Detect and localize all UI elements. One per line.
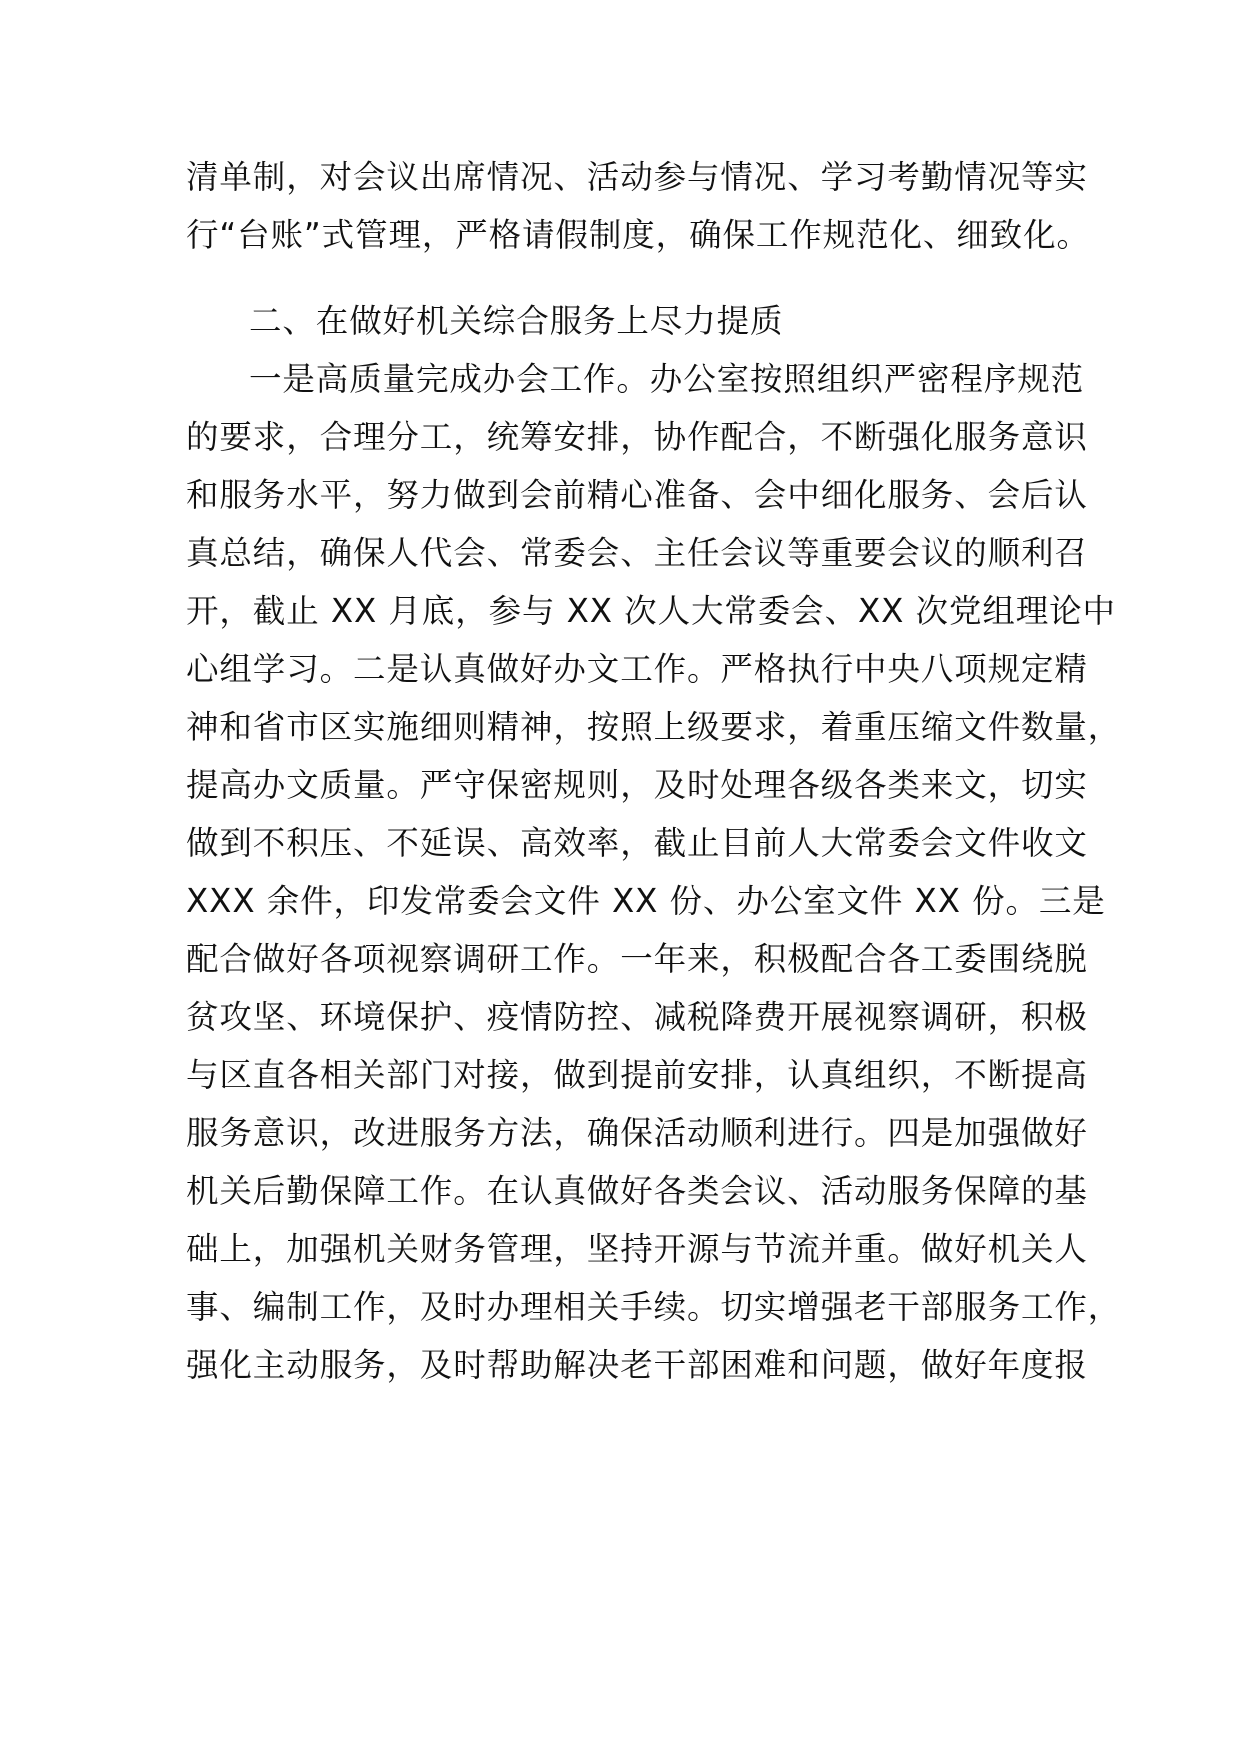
body-text-line: 强化主动服务，及时帮助解决老干部困难和问题，做好年度报 bbox=[186, 1346, 1088, 1384]
body-text-line: 神和省市区实施细则精神，按照上级要求，着重压缩文件数量， bbox=[186, 708, 1122, 746]
body-text-line: 提高办文质量。严守保密规则，及时处理各级各类来文，切实 bbox=[186, 766, 1088, 804]
paragraph-first-line: 一是高质量完成办会工作。办公室按照组织严密程序规范 bbox=[249, 360, 1085, 398]
body-text-line: XXX 余件，印发常委会文件 XX 份、办公室文件 XX 份。三是 bbox=[186, 882, 1106, 920]
body-text-line: 与区直各相关部门对接，做到提前安排，认真组织，不断提高 bbox=[186, 1056, 1088, 1094]
body-text-line: 真总结，确保人代会、常委会、主任会议等重要会议的顺利召 bbox=[186, 534, 1088, 572]
body-text-line: 行“台账”式管理，严格请假制度，确保工作规范化、细致化。 bbox=[186, 216, 1090, 254]
body-text-line: 事、编制工作，及时办理相关手续。切实增强老干部服务工作， bbox=[186, 1288, 1122, 1326]
body-text-line: 础上，加强机关财务管理，坚持开源与节流并重。做好机关人 bbox=[186, 1230, 1088, 1268]
body-text-line: 配合做好各项视察调研工作。一年来，积极配合各工委围绕脱 bbox=[186, 940, 1088, 978]
body-text-line: 心组学习。二是认真做好办文工作。严格执行中央八项规定精 bbox=[186, 650, 1088, 688]
body-text-line: 机关后勤保障工作。在认真做好各类会议、活动服务保障的基 bbox=[186, 1172, 1088, 1210]
body-text-line: 清单制，对会议出席情况、活动参与情况、学习考勤情况等实 bbox=[186, 158, 1088, 196]
body-text-line: 贫攻坚、环境保护、疫情防控、减税降费开展视察调研，积极 bbox=[186, 998, 1088, 1036]
body-text-line: 服务意识，改进服务方法，确保活动顺利进行。四是加强做好 bbox=[186, 1114, 1088, 1152]
body-text-line: 开，截止 XX 月底，参与 XX 次人大常委会、XX 次党组理论中 bbox=[186, 592, 1116, 630]
body-text-line: 的要求，合理分工，统筹安排，协作配合，不断强化服务意识 bbox=[186, 418, 1088, 456]
body-text-line: 做到不积压、不延误、高效率，截止目前人大常委会文件收文 bbox=[186, 824, 1088, 862]
body-text-line: 和服务水平，努力做到会前精心准备、会中细化服务、会后认 bbox=[186, 476, 1088, 514]
section-heading: 二、在做好机关综合服务上尽力提质 bbox=[249, 302, 784, 340]
